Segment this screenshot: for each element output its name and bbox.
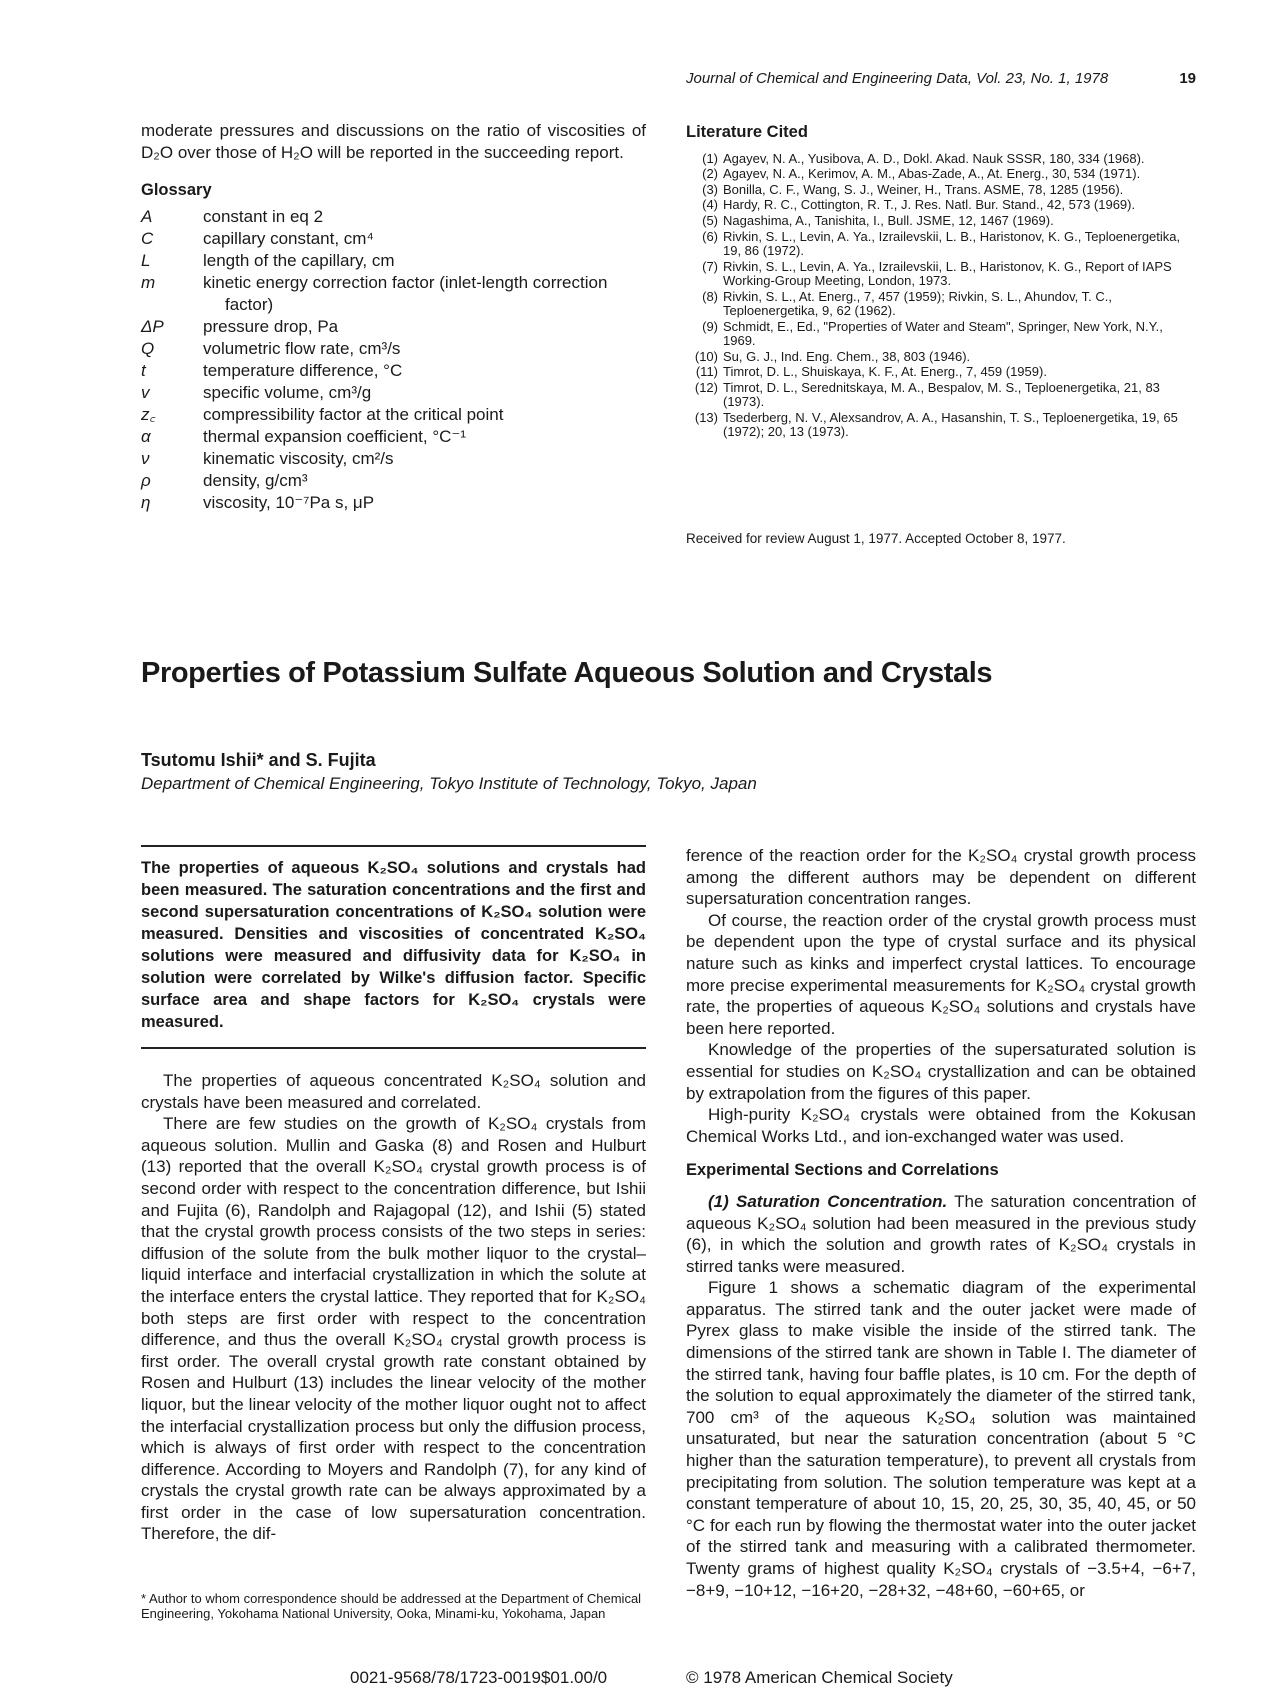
reference-text: Bonilla, C. F., Wang, S. J., Weiner, H., Trans. ASME, 78, 1285 (1956). (723, 181, 1124, 197)
right-body-paragraphs (686, 845, 1196, 1147)
reference-text: Hardy, R. C., Cottington, R. T., J. Res. Natl. Bur. Stand., 42, 573 (1969). (723, 197, 1136, 213)
reference-text: Schmidt, E., Ed., "Properties of Water and Steam", Springer, New York, N.Y., 1969. (723, 318, 1163, 348)
body-paragraph: There are few studies on the growth of K₂SO₄ crystals from aqueous solution. Mullin and Gaska (8) and Rosen and Hulburt (13) reported that the overall K₂SO₄ crystal growth process is of second order with respect to the concentration difference, but Ishii and Fujita (6), Randolph and Rajagopal (12), and Ishii (5) stated that the crystal growth process consists of the two steps in series: diffusion of the solute from the bulk mother liquor to the crystal–liquid interface and interfacial crystallization in which the solute at the interface enters the crystal lattice. They reported that for K₂SO₄ both steps are first order with respect to the concentration difference, and thus the overall K₂SO₄ crystal growth process is first order. The overall crystal growth rate constant obtained by Rosen and Hulburt (13) includes the linear velocity of the mother liquor, but the linear velocity of the mother liquor ought not to affect the interfacial crystallization process but only the diffusion process, which is always of first order with respect to the concentration difference. According to Moyers and Randolph (7), for any kind of crystals the crystal growth rate can be always approximated by a first order in the case of low supersaturation concentration. Therefore, the dif- (141, 1114, 646, 1544)
glossary-symbol: z꜀ (141, 404, 156, 424)
reference-number: (6) (702, 228, 718, 244)
glossary-definition: kinetic energy correction factor (inlet-length correction factor) (203, 272, 608, 314)
body-paragraph: The properties of aqueous concentrated K₂SO₄ solution and crystals have been measured and correlated. (141, 1071, 646, 1112)
reference-item (686, 214, 1196, 228)
subsection-paragraph (686, 1191, 1196, 1277)
reference-text: Agayev, N. A., Kerimov, A. M., Abas-Zade, A., At. Energ., 30, 534 (1971). (723, 166, 1141, 182)
article-authors: Tsutomu Ishii* and S. Fujita (141, 750, 376, 770)
reference-text: Rivkin, S. L., At. Energ., 7, 457 (1959); Rivkin, S. L., Ahundov, T. C., Teploenergetika, 9, 62 (1962). (723, 288, 1112, 318)
reference-number: (9) (702, 318, 718, 334)
reference-text: Timrot, D. L., Shuiskaya, K. F., At. Energ., 7, 459 (1959). (723, 364, 1047, 380)
glossary-item (141, 404, 646, 426)
glossary-item (141, 470, 646, 492)
glossary-definition: capillary constant, cm⁴ (203, 228, 374, 248)
abstract-text: The properties of aqueous K₂SO₄ solutions and crystals had been measured. The saturation concentrations and the first and second supersaturation concentrations of K₂SO₄ solution were measured. Densities and viscosities of concentrated K₂SO₄ solutions were measured and diffusivity data for K₂SO₄ in solution were correlated by Wilke's diffusion factor. Specific surface area and shape factors for K₂SO₄ crystals were measured. (141, 859, 646, 1031)
reference-item (686, 290, 1196, 319)
reference-text: Rivkin, S. L., Levin, A. Ya., Izrailevskii, L. B., Haristonov, K. G., Teploenergetika, 19, 86 (1972). (723, 228, 1181, 258)
references-list (686, 152, 1196, 440)
glossary-symbol: C (141, 228, 154, 248)
glossary-item (141, 338, 646, 360)
reference-number: (12) (694, 379, 718, 395)
reference-item (686, 320, 1196, 349)
literature-heading: Literature Cited (686, 123, 808, 141)
glossary-item (141, 426, 646, 448)
glossary-definition: thermal expansion coefficient, °C⁻¹ (203, 426, 467, 446)
copyright-notice: © 1978 American Chemical Society (686, 1668, 953, 1687)
reference-number: (8) (702, 288, 718, 304)
glossary-item (141, 272, 646, 316)
body-paragraph: Of course, the reaction order of the crystal growth process must be dependent upon the type of crystal surface and its physical nature such as kinks and imperfect crystal lattices. To encourage more precise experimental measurements for K₂SO₄ crystal growth rate, the properties of aqueous K₂SO₄ solutions and crystals have been here reported. (686, 910, 1196, 1038)
reference-number: (1) (702, 150, 718, 166)
right-body-paragraphs-2 (686, 1277, 1196, 1601)
glossary-definition: temperature difference, °C (203, 360, 403, 380)
reference-number: (11) (695, 364, 718, 380)
glossary-item (141, 382, 646, 404)
body-paragraph: High-purity K₂SO₄ crystals were obtained from the Kokusan Chemical Works Ltd., and ion-exchanged water was used. (686, 1105, 1196, 1146)
glossary-definition: length of the capillary, cm (203, 250, 395, 270)
glossary-symbol: α (141, 426, 151, 446)
reference-item (686, 152, 1196, 166)
reference-item (686, 198, 1196, 212)
glossary-definition: volumetric flow rate, cm³/s (203, 338, 401, 358)
right-body-column (686, 845, 1196, 1601)
glossary-item (141, 206, 646, 228)
continued-paragraph: moderate pressures and discussions on the ratio of viscosities of D₂O over those of H₂O will be reported in the succeeding report. (141, 121, 646, 162)
glossary-symbol: v (141, 382, 150, 402)
glossary-definition: density, g/cm³ (203, 470, 308, 490)
reference-item (686, 350, 1196, 364)
reference-number: (13) (694, 409, 718, 425)
glossary-definition: specific volume, cm³/g (203, 382, 372, 402)
running-header (686, 70, 1196, 87)
glossary-symbol: t (141, 360, 146, 380)
reference-item (686, 411, 1196, 440)
article-title: Properties of Potassium Sulfate Aqueous Solution and Crystals (141, 657, 993, 689)
section-heading: Experimental Sections and Correlations (686, 1161, 999, 1180)
abstract-box (141, 845, 646, 1049)
reference-number: (4) (702, 197, 718, 213)
reference-number: (2) (702, 166, 718, 182)
author-footnote: * Author to whom correspondence should be addressed at the Department of Chemical Engineering, Yokohama National University, Ooka, Minami-ku, Yokohama, Japan (141, 1591, 642, 1621)
subsection-label: (1) Saturation Concentration. (708, 1191, 948, 1211)
reference-text: Su, G. J., Ind. Eng. Chem., 38, 803 (1946). (723, 348, 971, 364)
page-number: 19 (1179, 70, 1196, 87)
glossary-definition: constant in eq 2 (203, 206, 324, 226)
reference-item (686, 183, 1196, 197)
glossary-item (141, 448, 646, 470)
reference-item (686, 365, 1196, 379)
glossary-heading: Glossary (141, 181, 212, 200)
reference-text: Nagashima, A., Tanishita, I., Bull. JSME, 12, 1467 (1969). (723, 212, 1054, 228)
glossary-symbol: A (141, 206, 153, 226)
glossary-symbol: ΔP (141, 316, 164, 336)
glossary-list (141, 206, 646, 514)
reference-item (686, 260, 1196, 289)
reference-text: Agayev, N. A., Yusibova, A. D., Dokl. Akad. Nauk SSSR, 180, 334 (1968). (723, 150, 1145, 166)
glossary-symbol: η (141, 492, 151, 512)
glossary-item (141, 250, 646, 272)
glossary-definition: compressibility factor at the critical point (203, 404, 504, 424)
article-code: 0021-9568/78/1723-0019$01.00/0 (350, 1668, 608, 1687)
reference-text: Tsederberg, N. V., Alexsandrov, A. A., Hasanshin, T. S., Teploenergetika, 19, 65 (1972); 20, 13 (1973). (723, 409, 1178, 440)
glossary-symbol: m (141, 272, 156, 292)
literature-column (686, 122, 1196, 441)
reference-text: Rivkin, S. L., Levin, A. Ya., Izrailevskii, L. B., Haristonov, K. G., Report of IAPS Working-Group Meeting, London, 1973. (723, 258, 1172, 288)
glossary-item (141, 360, 646, 382)
glossary-symbol: ρ (141, 470, 151, 490)
subsection-text: The saturation concentration of aqueous K₂SO₄ solution had been measured in the previous study (6), in which the solution and growth rates of K₂SO₄ crystals in stirred tanks were measured. (686, 1191, 1197, 1276)
body-paragraph: Figure 1 shows a schematic diagram of the experimental apparatus. The stirred tank and the outer jacket were made of Pyrex glass to make visible the inside of the stirred tank. The dimensions of the stirred tank are shown in Table I. The diameter of the stirred tank, having four baffle plates, is 10 cm. For the depth of the solution to equal approximately the diameter of the stirred tank, 700 cm³ of the aqueous K₂SO₄ solution was maintained unsaturated, but near the saturation concentration (about 5 °C higher than the saturation temperature), to prevent all crystals from precipitating from solution. The solution temperature was kept at a constant temperature of about 10, 15, 20, 25, 30, 35, 40, 45, or 50 °C for each run by flowing the thermostat water into the outer jacket of the stirred tank and measuring with a calibrated thermometer. Twenty grams of highest quality K₂SO₄ crystals of −3.5+4, −6+7, −8+9, −10+12, −16+20, −28+32, −48+60, −60+65, or (686, 1278, 1196, 1600)
body-paragraph: Knowledge of the properties of the supersaturated solution is essential for studies on K₂SO₄ crystallization and can be obtained by extrapolation from the figures of this paper. (686, 1040, 1196, 1103)
reference-item (686, 230, 1196, 259)
body-paragraph: ference of the reaction order for the K₂SO₄ crystal growth process among the different authors may be dependent on different supersaturation concentration ranges. (686, 846, 1196, 909)
reference-number: (5) (702, 212, 718, 228)
article-affiliation: Department of Chemical Engineering, Tokyo Institute of Technology, Tokyo, Japan (141, 774, 757, 793)
journal-citation: Journal of Chemical and Engineering Data, Vol. 23, No. 1, 1978 (686, 70, 1109, 87)
reference-text: Timrot, D. L., Serednitskaya, M. A., Bespalov, M. S., Teploenergetika, 21, 83 (1973). (723, 379, 1160, 410)
glossary-item (141, 228, 646, 250)
reference-item (686, 381, 1196, 410)
glossary-definition: kinematic viscosity, cm²/s (203, 448, 394, 468)
glossary-symbol: L (141, 250, 151, 270)
glossary-definition: viscosity, 10⁻⁷Pa s, μP (203, 492, 375, 512)
reference-item (686, 167, 1196, 181)
glossary-symbol: ν (141, 448, 150, 468)
reference-number: (7) (702, 258, 718, 274)
glossary-item (141, 492, 646, 514)
received-note: Received for review August 1, 1977. Accepted October 8, 1977. (686, 531, 1066, 546)
reference-number: (10) (694, 348, 718, 364)
glossary-symbol: Q (141, 338, 155, 358)
left-top-column (141, 120, 646, 514)
glossary-definition: pressure drop, Pa (203, 316, 339, 336)
glossary-item (141, 316, 646, 338)
left-body-column (141, 1070, 646, 1545)
reference-number: (3) (702, 181, 718, 197)
